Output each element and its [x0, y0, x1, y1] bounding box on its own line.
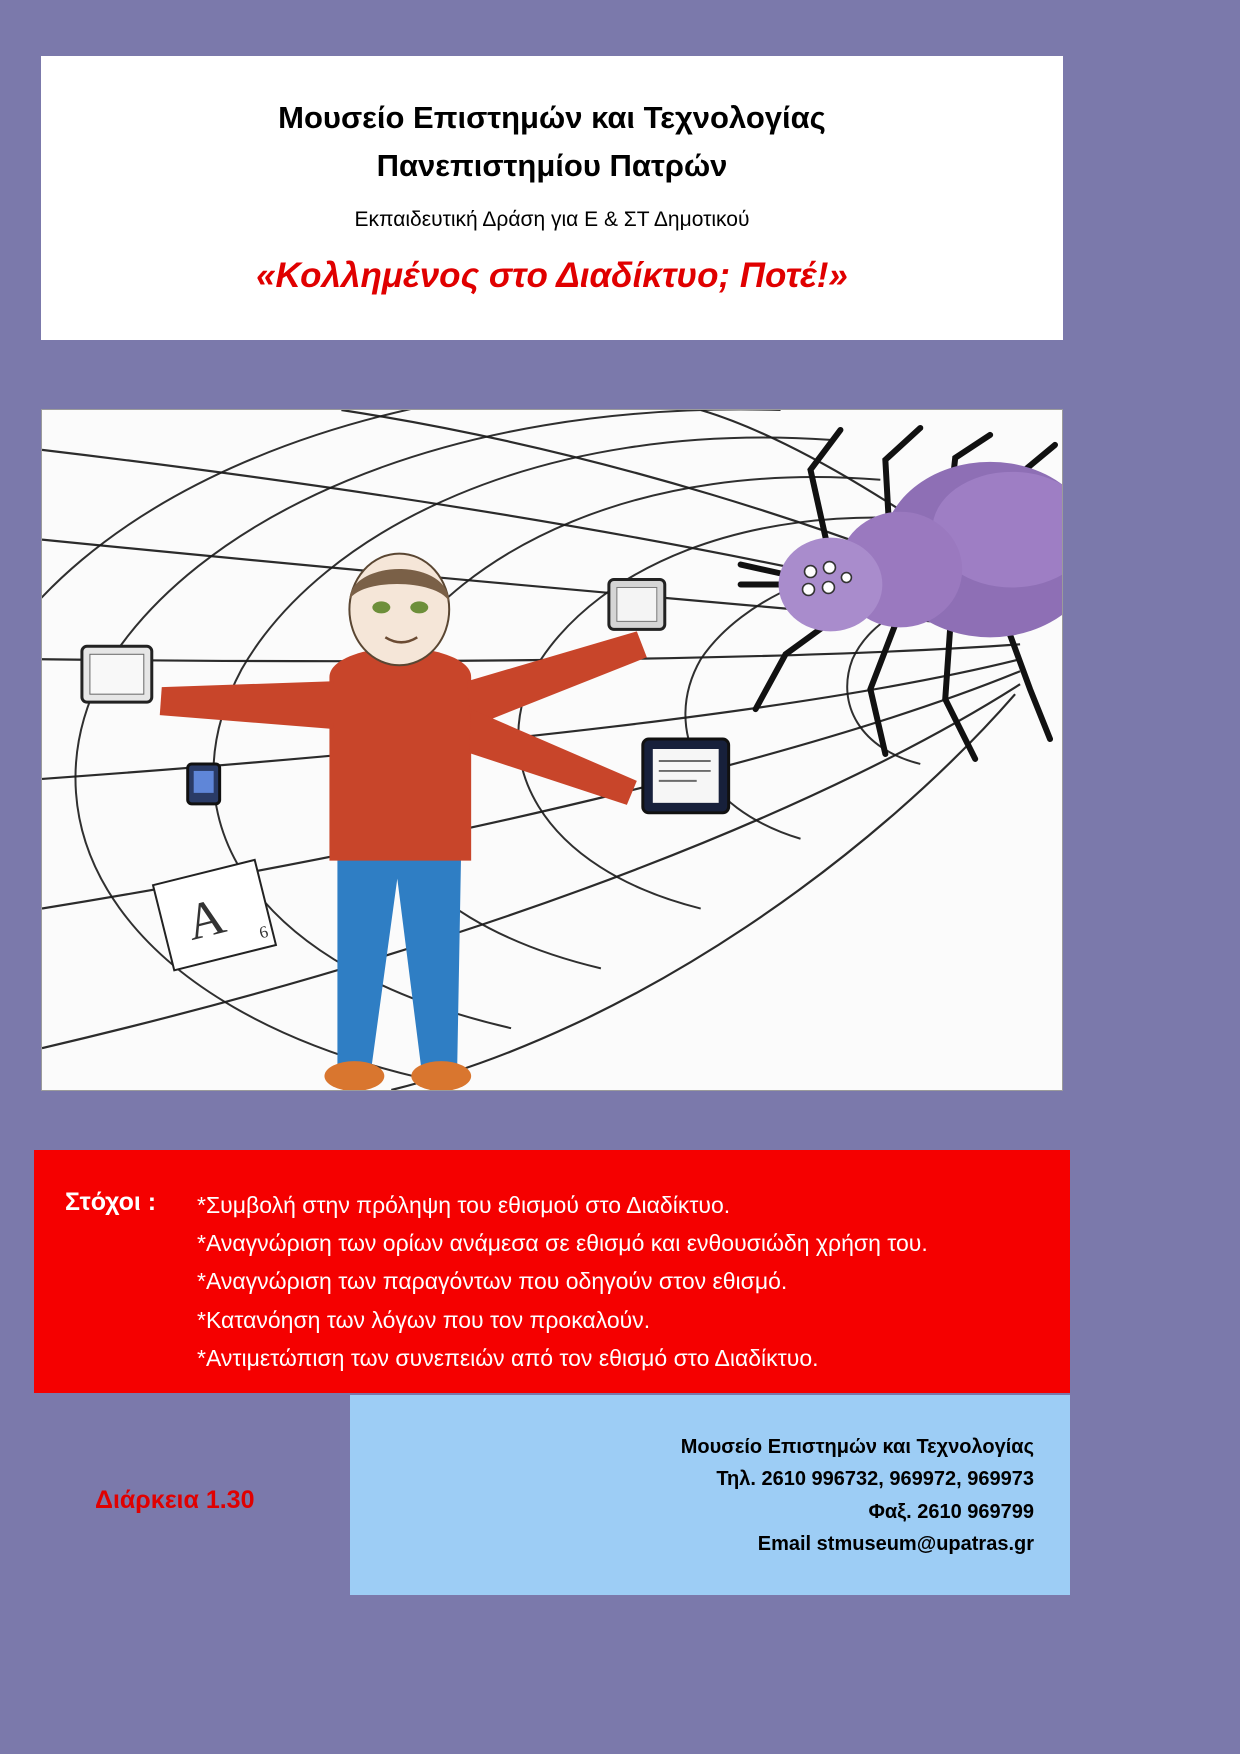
contact-museum-name: Μουσείο Επιστημών και Τεχνολογίας — [680, 1436, 1034, 1458]
goal-item: *Αναγνώριση των ορίων ανάμεσα σε εθισμό και ενθουσιώδη χρήση του. — [197, 1230, 928, 1257]
program-headline: «Κολλημένος στο Διαδίκτυο; Ποτέ!» — [256, 256, 848, 296]
goals-box — [34, 1150, 1070, 1393]
goal-item: *Συμβολή στην πρόληψη του εθισμού στο Διαδίκτυο. — [197, 1192, 731, 1218]
svg-text:6: 6 — [257, 921, 271, 943]
illustration-frame — [41, 409, 1063, 1091]
spider-web-drawing — [42, 410, 1062, 1090]
program-subtitle: Εκπαιδευτική Δράση για Ε & ΣΤ Δημοτικού — [354, 208, 750, 232]
header-box — [41, 56, 1063, 340]
museum-title-line-1: Μουσείο Επιστημών και Τεχνολογίας — [278, 100, 826, 135]
goal-item: *Αντιμετώπιση των συνεπειών από τον εθισμό στο Διαδίκτυο. — [197, 1344, 819, 1371]
svg-text:A: A — [180, 887, 231, 952]
contact-fax: Φαξ. 2610 969799 — [868, 1500, 1034, 1523]
contact-email: Email stmuseum@upatras.gr — [757, 1533, 1034, 1556]
goal-item: *Κατανόηση των λόγων που τον προκαλούν. — [197, 1306, 651, 1333]
contact-box — [350, 1395, 1070, 1595]
museum-title-line-2: Πανεπιστημίου Πατρών — [376, 148, 728, 184]
goals-list — [197, 1186, 1052, 1377]
goal-item: *Αναγνώριση των παραγόντων που οδηγούν στον εθισμό. — [197, 1268, 788, 1295]
goals-label: Στόχοι : — [65, 1188, 157, 1216]
duration-label: Διάρκεια 1.30 — [95, 1486, 255, 1514]
contact-phone: Τηλ. 2610 996732, 969972, 969973 — [716, 1468, 1034, 1491]
